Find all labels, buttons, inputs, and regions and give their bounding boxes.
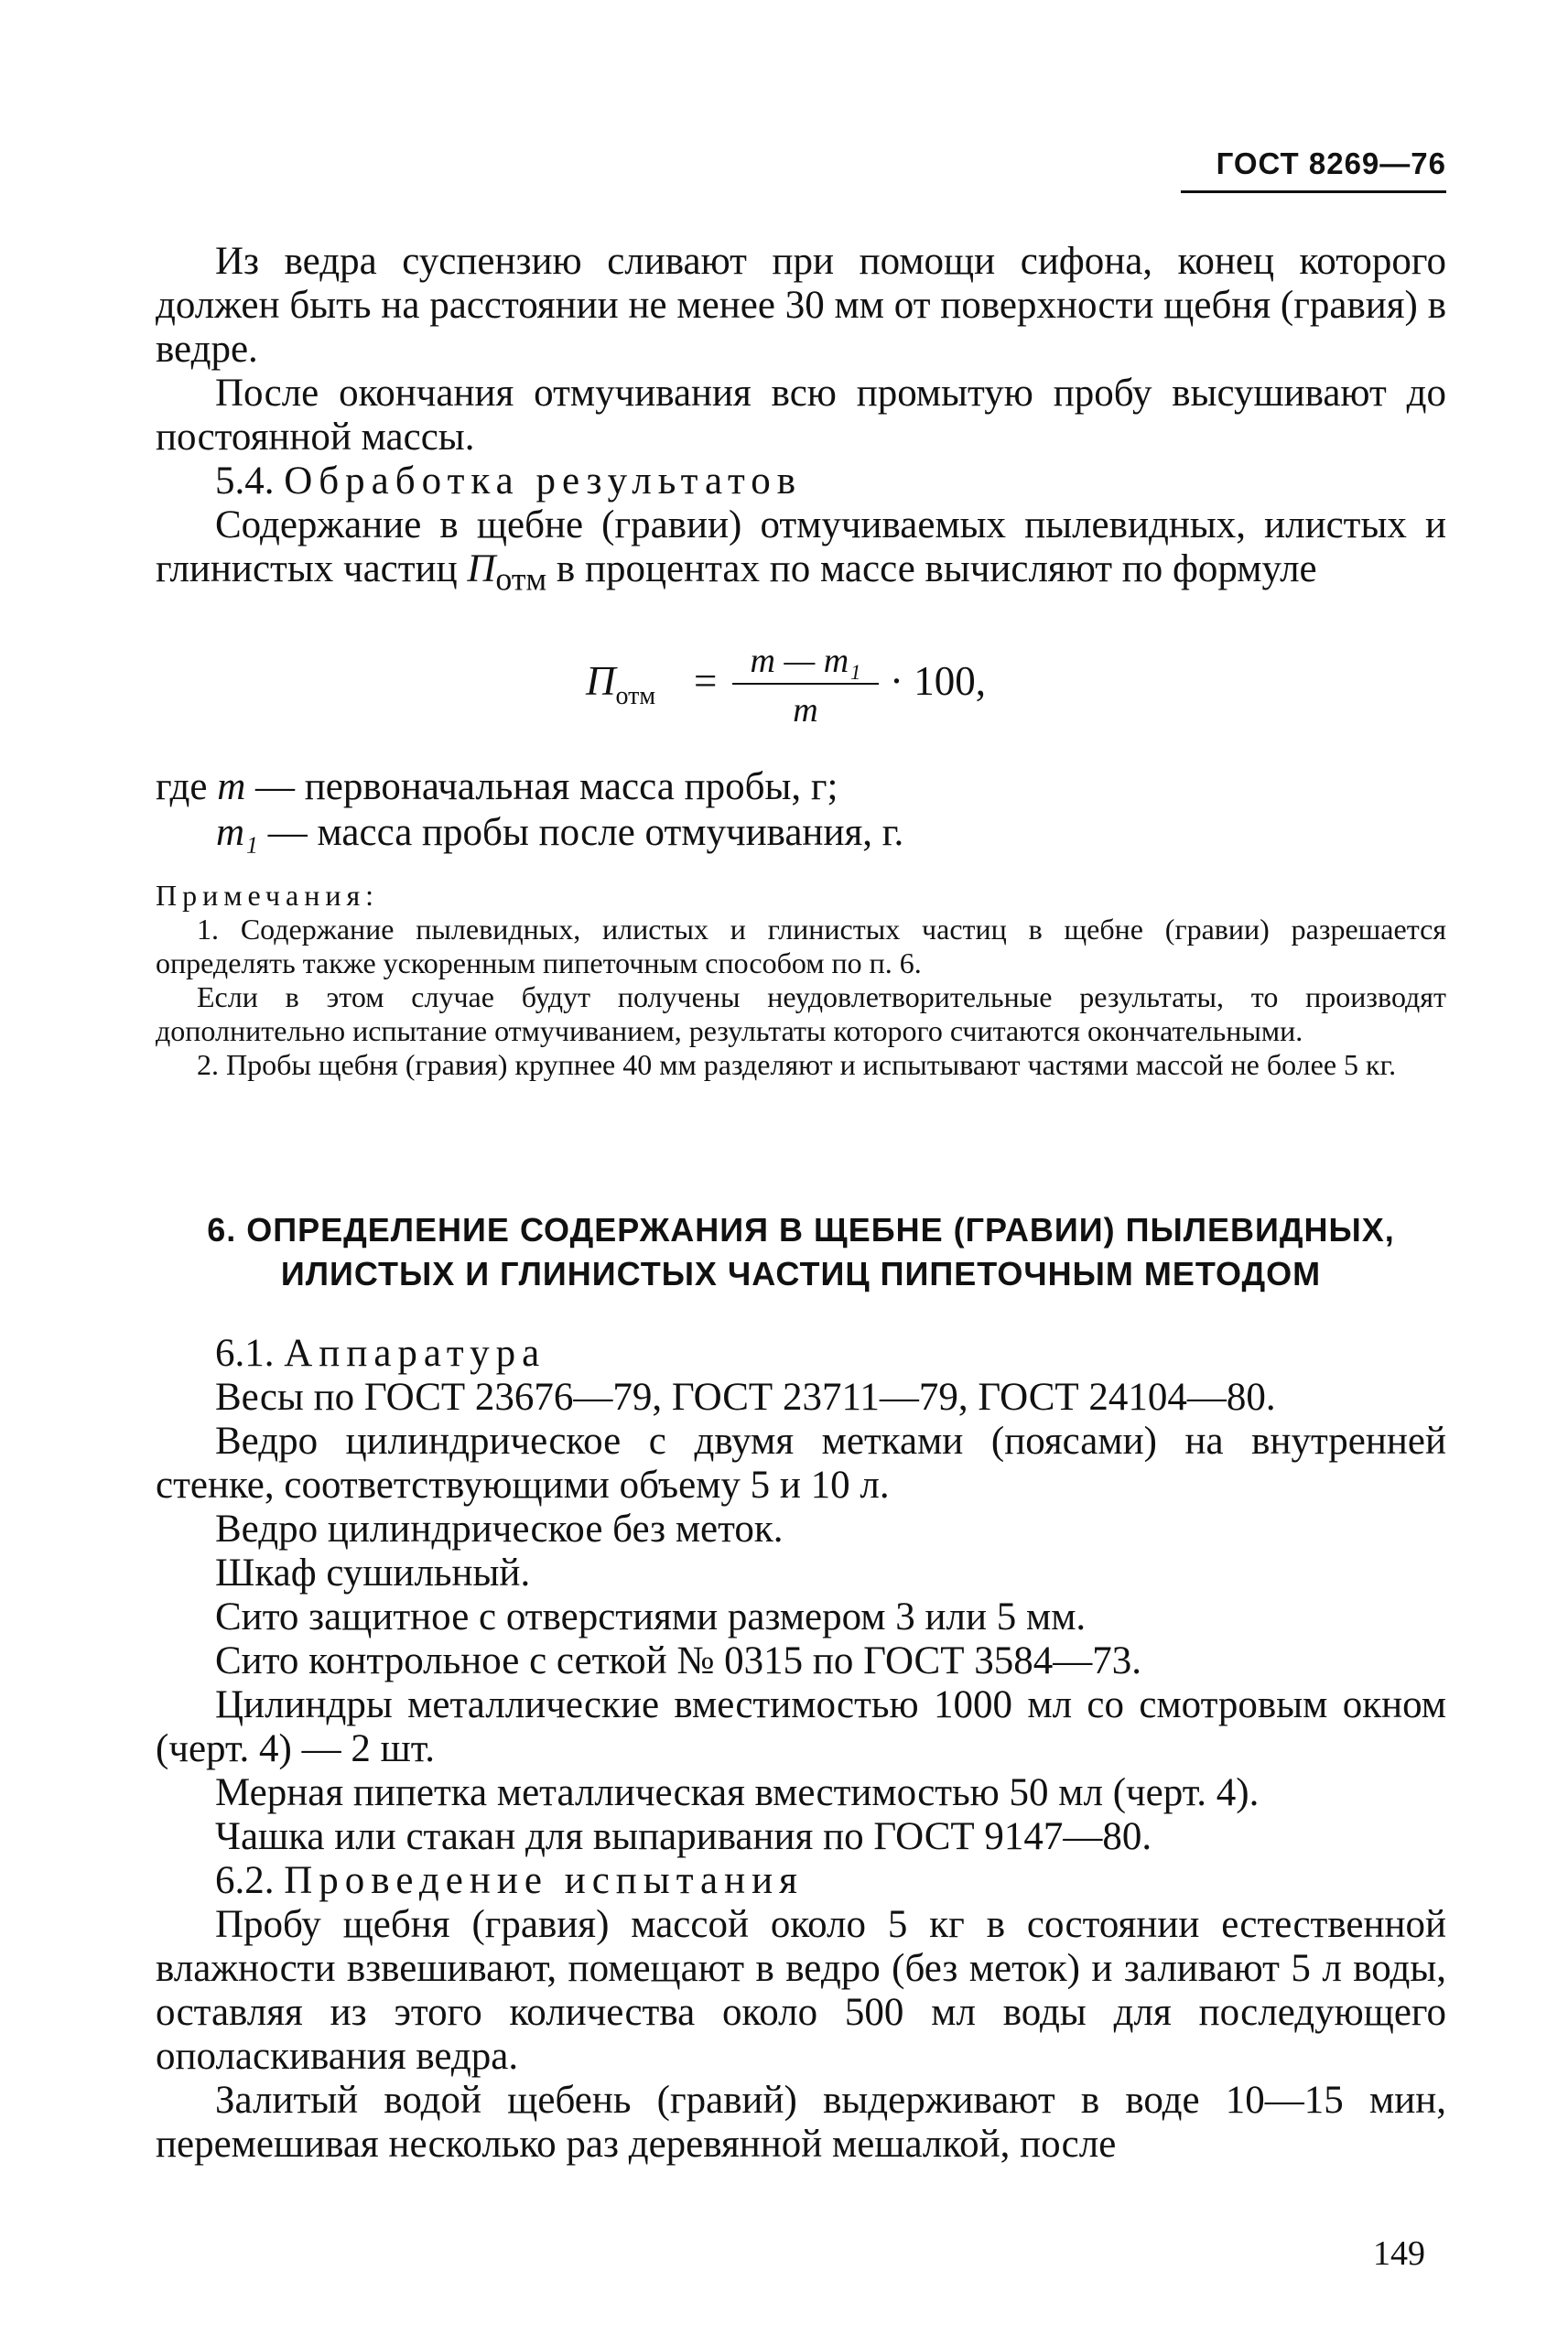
equipment-item: Ведро цилиндрическое без меток. bbox=[215, 1508, 784, 1551]
section-6-body bbox=[156, 1332, 1446, 2167]
equipment-item: Весы по ГОСТ 23676—79, ГОСТ 23711—79, ГОСТ 24104—80. bbox=[215, 1376, 1276, 1419]
paragraph-text: Содержание в щебне (гравии) отмучиваемых пылевидных, илистых и глинистых частиц bbox=[156, 503, 1446, 590]
equipment-item: Шкаф сушильный. bbox=[215, 1552, 531, 1595]
paragraph: Из ведра суспензию сливают при помощи сифона, конец которого должен быть на расстоянии не менее 30 мм от поверхности щебня (гравия) в ведре. bbox=[156, 240, 1446, 371]
formula-numerator: m — m₁ bbox=[750, 642, 861, 680]
paragraph bbox=[156, 503, 1446, 601]
paragraph: Пробу щебня (гравия) массой около 5 кг в состоянии естественной влажности взвешивают, помещают в ведро (без меток) и заливают 5 л воды, оставляя из этого количества около 500 мл воды для последующего ополаскивания ведра. bbox=[156, 1903, 1446, 2078]
fraction-bar bbox=[732, 683, 879, 685]
paragraph-text: в процентах по массе вычисляют по формуле bbox=[546, 547, 1317, 590]
document-header: ГОСТ 8269—76 bbox=[1181, 146, 1446, 193]
subsection-title: Обработка результатов bbox=[284, 460, 802, 503]
subsection-number: 6.1. bbox=[215, 1332, 275, 1375]
definition-prefix: где bbox=[156, 765, 218, 808]
subsection-number: 6.2. bbox=[215, 1859, 275, 1902]
subsection-6-2-heading bbox=[156, 1859, 1446, 1903]
formula-symbol: П bbox=[586, 658, 616, 704]
subsection-title: Проведение испытания bbox=[284, 1859, 804, 1902]
top-text-block bbox=[156, 240, 1446, 601]
page-number: 149 bbox=[1373, 2234, 1425, 2273]
paragraph: После окончания отмучивания всю промытую пробу высушивают до постоянной массы. bbox=[156, 372, 1446, 459]
variable-subscript: отм bbox=[495, 560, 547, 598]
equipment-item: Цилиндры металлические вместимостью 1000 мл со смотровым окном (черт. 4) — 2 шт. bbox=[156, 1683, 1446, 1770]
note-item: 2. Пробы щебня (гравия) крупнее 40 мм разделяют и испытывают частями массой не более 5 кг. bbox=[197, 1048, 1397, 1081]
equipment-item: Ведро цилиндрическое с двумя метками (поясами) на внутренней стенке, соответствующими объему 5 и 10 л. bbox=[156, 1420, 1446, 1507]
section-6-title bbox=[183, 1208, 1419, 1296]
note-item: 1. Содержание пылевидных, илистых и глинистых частиц в щебне (гравии) разрешается определять также ускоренным пипеточным способом по п. 6. bbox=[156, 913, 1446, 979]
subsection-title: Аппаратура bbox=[284, 1332, 546, 1375]
subsection-5-4-heading bbox=[156, 460, 1446, 503]
definition-symbol: m₁ bbox=[216, 811, 259, 854]
equipment-item: Сито контрольное с сеткой № 0315 по ГОСТ 3584—73. bbox=[215, 1639, 1141, 1682]
formula-denominator: m bbox=[793, 691, 818, 730]
paragraph: Залитый водой щебень (гравий) выдерживают в воде 10—15 мин, перемешивая несколько раз деревянной мешалкой, после bbox=[156, 2079, 1446, 2166]
notes-block bbox=[156, 879, 1446, 1082]
formula-multiplier: · 100, bbox=[890, 658, 986, 704]
equipment-item: Чашка или стакан для выпаривания по ГОСТ 9147—80. bbox=[215, 1815, 1152, 1858]
formula-equals: = bbox=[694, 658, 718, 704]
definition-line bbox=[156, 764, 903, 810]
formula-subscript: отм bbox=[615, 682, 656, 710]
equipment-item: Сито защитное с отверстиями размером 3 или 5 мм. bbox=[215, 1595, 1087, 1638]
definition-text: — первоначальная масса пробы, г; bbox=[245, 765, 838, 808]
subsection-6-1-heading bbox=[156, 1332, 1446, 1376]
definition-text: — масса пробы после отмучивания, г. bbox=[258, 811, 904, 854]
section-title-line: 6. ОПРЕДЕЛЕНИЕ СОДЕРЖАНИЯ В ЩЕБНЕ (ГРАВИИ) ПЫЛЕВИДНЫХ, bbox=[207, 1211, 1395, 1249]
definition-symbol: m bbox=[217, 765, 246, 808]
formula-lhs bbox=[586, 657, 655, 711]
equipment-item: Мерная пипетка металлическая вместимостью 50 мл (черт. 4). bbox=[215, 1771, 1260, 1814]
formula-definitions bbox=[156, 764, 903, 856]
notes-title: Примечания: bbox=[156, 879, 380, 912]
note-item: Если в этом случае будут получены неудовлетворительные результаты, то производят дополнительно испытание отмучиванием, результаты которого считаются окончательными. bbox=[156, 980, 1446, 1047]
section-title-line: ИЛИСТЫХ И ГЛИНИСТЫХ ЧАСТИЦ ПИПЕТОЧНЫМ МЕТОДОМ bbox=[280, 1255, 1322, 1292]
variable-symbol: П bbox=[467, 547, 496, 590]
formula-fraction bbox=[732, 641, 879, 730]
definition-line bbox=[156, 810, 903, 856]
subsection-number: 5.4. bbox=[215, 460, 275, 503]
